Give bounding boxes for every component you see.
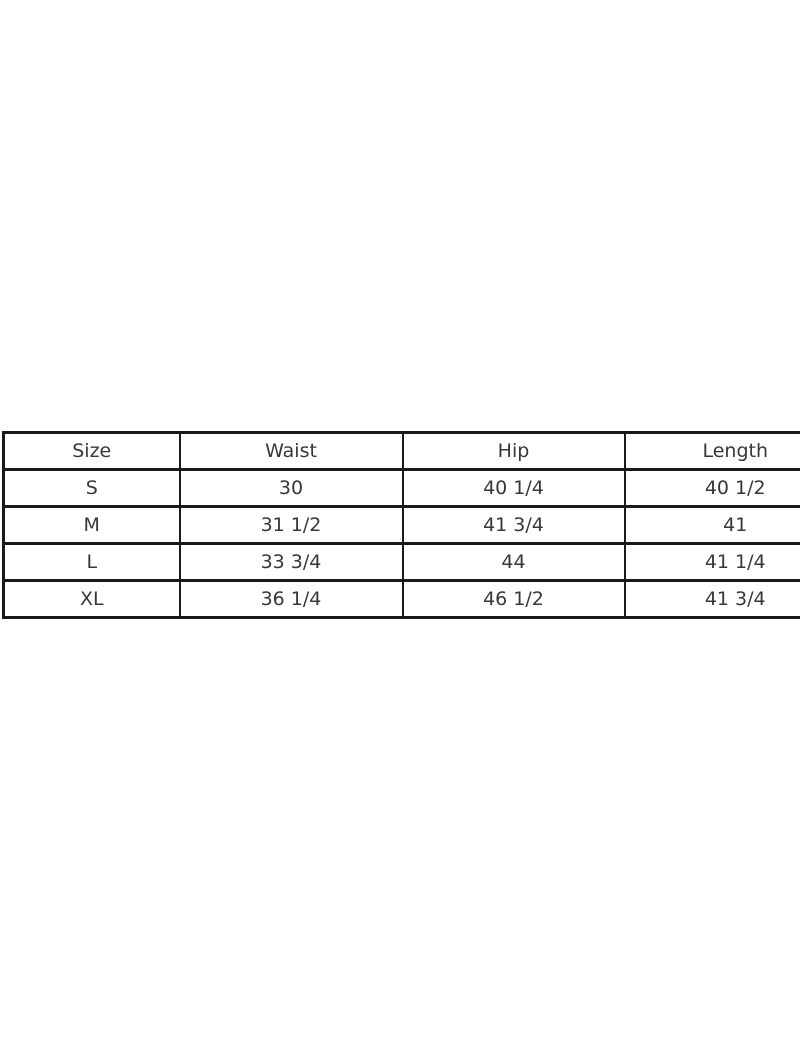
cell-length: 41 [625,507,800,544]
cell-size: L [4,544,180,581]
cell-hip: 41 3/4 [403,507,625,544]
table-row-s [4,470,800,507]
cell-waist: 31 1/2 [180,507,403,544]
column-header-hip: Hip [403,433,625,470]
table-row-xl [4,581,800,618]
size-chart-table [2,431,800,619]
cell-waist: 33 3/4 [180,544,403,581]
cell-waist: 30 [180,470,403,507]
column-header-size: Size [4,433,180,470]
cell-hip: 46 1/2 [403,581,625,618]
cell-length: 40 1/2 [625,470,800,507]
table-header-row [4,433,800,470]
cell-size: XL [4,581,180,618]
cell-length: 41 3/4 [625,581,800,618]
cell-length: 41 1/4 [625,544,800,581]
cell-waist: 36 1/4 [180,581,403,618]
cell-hip: 44 [403,544,625,581]
column-header-length: Length [625,433,800,470]
cell-size: M [4,507,180,544]
cell-hip: 40 1/4 [403,470,625,507]
table-row-m [4,507,800,544]
cell-size: S [4,470,180,507]
table-row-l [4,544,800,581]
column-header-waist: Waist [180,433,403,470]
